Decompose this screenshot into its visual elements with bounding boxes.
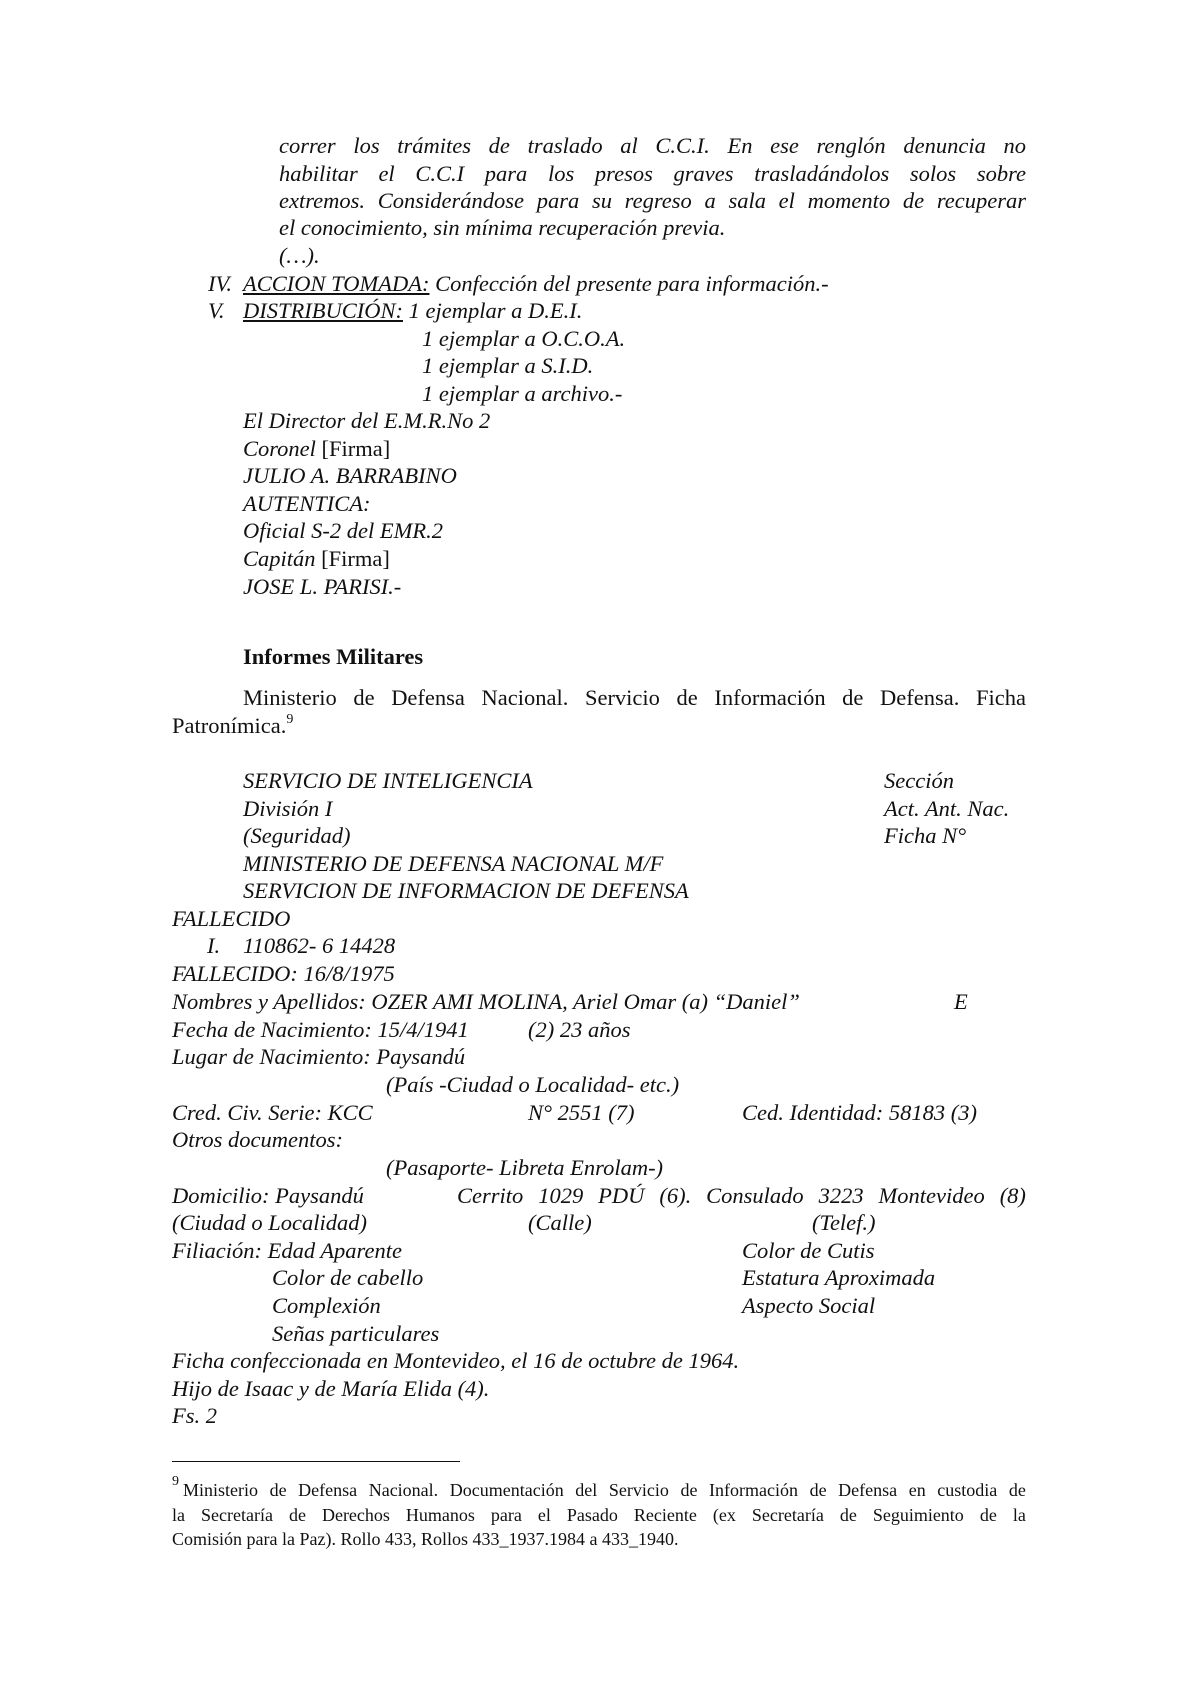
word: 3223 — [818, 1183, 864, 1208]
word: Reciente — [633, 1505, 697, 1525]
oficial-line: Oficial S-2 del EMR.2 — [243, 518, 443, 543]
ellipsis-line: (…). — [279, 243, 320, 268]
ficha-aspecto: Aspecto Social — [742, 1293, 876, 1318]
intro-line — [172, 712, 293, 744]
word: (8) — [999, 1183, 1026, 1208]
word: de — [269, 1480, 287, 1500]
distribucion-item: 1 ejemplar a D.E.I. — [408, 298, 583, 323]
accion-number: IV. — [208, 271, 232, 296]
signer-name: JULIO A. BARRABINO — [243, 463, 457, 488]
word: Información — [709, 1480, 798, 1500]
ficha-fs: Fs. 2 — [172, 1403, 217, 1428]
ficha-complexion: Complexión — [272, 1293, 381, 1318]
word: Ministerio — [183, 1480, 258, 1500]
autentica-label: AUTENTICA: — [243, 491, 371, 516]
word: para — [490, 1505, 522, 1525]
ficha-division: División I — [243, 796, 333, 821]
word: Ministerio — [243, 685, 337, 710]
word: (6). — [659, 1183, 692, 1208]
word: Humanos — [405, 1505, 475, 1525]
word: trasladándolos — [754, 161, 890, 186]
word: C.C.I — [415, 161, 465, 186]
ficha-letra-e: E — [954, 989, 968, 1014]
word: de — [353, 685, 375, 710]
accion-label: ACCION TOMADA: — [243, 271, 430, 296]
word: no — [1003, 133, 1026, 158]
word: de — [839, 1505, 857, 1525]
director-line: El Director del E.M.R.No 2 — [243, 408, 491, 433]
word: en — [908, 1480, 926, 1500]
ficha-otros-docs: Otros documentos: — [172, 1127, 344, 1152]
ficha-cred-civ: Cred. Civ. Serie: KCC — [172, 1100, 373, 1125]
paragraph-line — [279, 187, 1026, 215]
word: Secretaría — [751, 1505, 824, 1525]
distribucion-item: 1 ejemplar a archivo.- — [422, 381, 623, 406]
word: a — [704, 188, 716, 213]
word: Cerrito — [457, 1183, 524, 1208]
word: de — [809, 1480, 827, 1500]
distribucion-line — [243, 297, 582, 325]
word: Defensa — [298, 1480, 358, 1500]
word: para — [536, 188, 580, 213]
word: el — [378, 161, 395, 186]
signature-placeholder: [Firma] — [321, 436, 391, 461]
intro-line — [243, 684, 1026, 712]
footnote-line — [172, 1503, 1026, 1527]
word: Defensa — [391, 685, 465, 710]
ficha-servicion: SERVICION DE INFORMACION DE DEFENSA — [243, 878, 689, 903]
ficha-calle-hint: (Calle) — [528, 1210, 592, 1235]
word: el — [537, 1505, 551, 1525]
rank-coronel: Coronel — [243, 436, 316, 461]
ficha-seccion: Sección — [884, 768, 954, 793]
word: graves — [673, 161, 734, 186]
word: solos — [909, 161, 957, 186]
word: sobre — [976, 161, 1026, 186]
word: de — [288, 1505, 306, 1525]
distribucion-item: 1 ejemplar a S.I.D. — [422, 353, 594, 378]
word: presos — [594, 161, 653, 186]
intro-text: Patronímica. — [172, 713, 287, 738]
word: Nacional. — [368, 1480, 439, 1500]
word: momento — [807, 188, 891, 213]
word: extremos. — [279, 188, 366, 213]
word: denuncia — [903, 133, 986, 158]
word: Montevideo — [878, 1183, 985, 1208]
word: correr — [279, 133, 336, 158]
ficha-numero: 110862- 6 14428 — [243, 933, 396, 958]
word: Ficha — [975, 685, 1026, 710]
ficha-ministerio: MINISTERIO DE DEFENSA NACIONAL M/F — [243, 851, 664, 876]
ficha-lugar-nacimiento: Lugar de Nacimiento: Paysandú — [172, 1044, 466, 1069]
coronel-line — [243, 435, 390, 463]
ficha-filiacion: Filiación: Edad Aparente — [172, 1238, 402, 1263]
ficha-numero-prefix: I. — [207, 933, 221, 958]
accion-text: Confección del presente para información.- — [435, 271, 829, 296]
word: de — [488, 133, 510, 158]
footnote-ref[interactable]: 9 — [286, 712, 294, 727]
word: Considerándose — [377, 188, 524, 213]
section-heading: Informes Militares — [243, 644, 424, 669]
word: Nacional. — [481, 685, 569, 710]
word: Información — [714, 685, 826, 710]
word: Documentación — [449, 1480, 564, 1500]
footnote-number: 9 — [172, 1474, 179, 1489]
word: regreso — [624, 188, 692, 213]
ficha-fallecido-fecha: FALLECIDO: 16/8/1975 — [172, 961, 395, 986]
ficha-estatura: Estatura Aproximada — [742, 1265, 936, 1290]
word: el — [778, 188, 795, 213]
ficha-edad: (2) 23 años — [528, 1017, 631, 1042]
ficha-fallecido: FALLECIDO — [172, 906, 291, 931]
ficha-ciudad-hint: (Ciudad o Localidad) — [172, 1210, 367, 1235]
word: los — [547, 161, 575, 186]
word: Consulado — [706, 1183, 804, 1208]
ficha-cred-num: N° 2551 (7) — [528, 1100, 635, 1125]
word: En — [727, 133, 753, 158]
word: para — [484, 161, 528, 186]
word: (ex — [712, 1505, 736, 1525]
distribucion-item: 1 ejemplar a O.C.O.A. — [422, 326, 626, 351]
signer-name: JOSE L. PARISI.- — [243, 574, 402, 599]
footnote-first-part — [172, 1474, 1026, 1502]
word: sala — [728, 188, 766, 213]
footnote-words — [183, 1478, 1026, 1502]
word: traslado — [527, 133, 603, 158]
ficha-senas: Señas particulares — [272, 1321, 440, 1346]
word: Pasado — [566, 1505, 618, 1525]
ficha-fecha-nacimiento: Fecha de Nacimiento: 15/4/1941 — [172, 1017, 469, 1042]
ficha-ced-identidad: Ced. Identidad: 58183 (3) — [742, 1100, 977, 1125]
word: C.C.I. — [655, 133, 710, 158]
word: custodia — [937, 1480, 998, 1500]
word: PDÚ — [598, 1183, 645, 1208]
footnote-line: Comisión para la Paz). Rollo 433, Rollos 433_1937.1984 a 433_1940. — [172, 1529, 679, 1549]
ficha-servicio: SERVICIO DE INTELIGENCIA — [243, 768, 533, 793]
ficha-telef-hint: (Telef.) — [812, 1210, 876, 1235]
ficha-domicilio: Domicilio: Paysandú — [172, 1183, 364, 1208]
ficha-hijo: Hijo de Isaac y de María Elida (4). — [172, 1376, 490, 1401]
word: 1029 — [538, 1183, 584, 1208]
ficha-confeccionada: Ficha confeccionada en Montevideo, el 16 de octubre de 1964. — [172, 1348, 740, 1373]
word: recuperar — [936, 188, 1026, 213]
word: al — [620, 133, 638, 158]
word: Defensa — [838, 1480, 898, 1500]
word: del — [575, 1480, 598, 1500]
paragraph-line: el conocimiento, sin mínima recuperación previa. — [279, 215, 726, 240]
capitan-line — [243, 545, 390, 573]
distribucion-label: DISTRIBUCIÓN: — [243, 298, 403, 323]
word: de — [1008, 1480, 1026, 1500]
ficha-pais-hint: (País -Ciudad o Localidad- etc.) — [386, 1072, 680, 1097]
footnote-divider — [172, 1461, 460, 1462]
ficha-domicilio-detalle — [457, 1182, 1026, 1210]
word: los — [353, 133, 380, 158]
word: renglón — [816, 133, 886, 158]
ficha-numero-label: Ficha N° — [884, 823, 967, 848]
word: su — [591, 188, 612, 213]
word: Secretaría — [201, 1505, 273, 1525]
word: Servicio — [608, 1480, 669, 1500]
ficha-color-cutis: Color de Cutis — [742, 1238, 875, 1263]
rank-capitan: Capitán — [243, 546, 316, 571]
signature-placeholder: [Firma] — [321, 546, 390, 571]
word: la — [172, 1505, 185, 1525]
word: de — [979, 1505, 997, 1525]
word: Defensa. — [880, 685, 960, 710]
word: ese — [770, 133, 799, 158]
word: habilitar — [279, 161, 358, 186]
accion-line — [243, 270, 829, 298]
footnote-line — [172, 1474, 1026, 1502]
ficha-color-cabello: Color de cabello — [272, 1265, 424, 1290]
distribucion-number: V. — [208, 298, 225, 323]
word: la — [1012, 1505, 1026, 1525]
ficha-act: Act. Ant. Nac. — [884, 796, 1010, 821]
ficha-pasaporte-hint: (Pasaporte- Libreta Enrolam-) — [386, 1155, 664, 1180]
paragraph-line — [279, 160, 1026, 188]
word: Servicio — [584, 685, 660, 710]
word: Seguimiento — [872, 1505, 964, 1525]
word: de — [902, 188, 925, 213]
ficha-seguridad: (Seguridad) — [243, 823, 351, 848]
word: de — [680, 1480, 698, 1500]
word: trámites — [397, 133, 472, 158]
paragraph-line — [279, 132, 1026, 160]
word: Derechos — [321, 1505, 390, 1525]
word: de — [676, 685, 698, 710]
word: de — [842, 685, 864, 710]
ficha-nombres: Nombres y Apellidos: OZER AMI MOLINA, Ariel Omar (a) “Daniel” — [172, 989, 800, 1014]
